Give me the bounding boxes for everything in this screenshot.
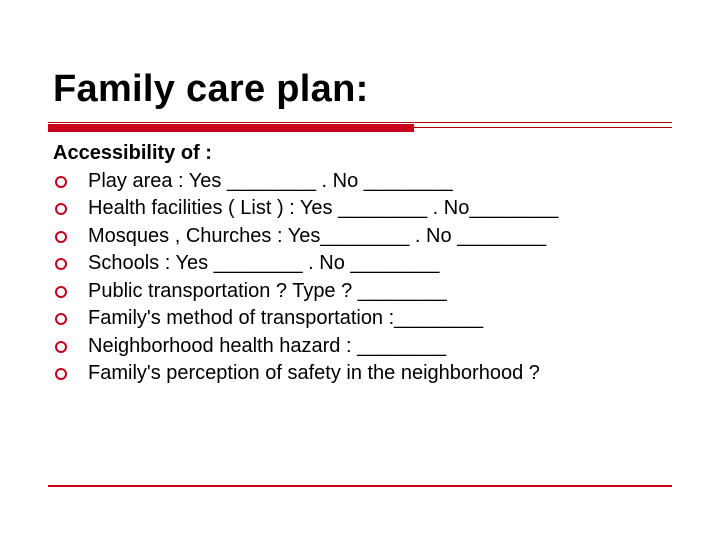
hollow-circle-bullet-icon (55, 176, 67, 188)
hollow-circle-bullet-icon (55, 203, 67, 215)
title-divider-accent (48, 124, 414, 132)
hollow-circle-bullet-icon (55, 341, 67, 353)
list-item (53, 360, 693, 388)
list-item (53, 333, 693, 361)
hollow-circle-bullet-icon (55, 368, 67, 380)
list-item-text: Public transportation ? Type ? ________ (88, 279, 447, 302)
list-item-text: Family's perception of safety in the neighborhood ? (88, 362, 540, 384)
list-item (53, 305, 693, 333)
list-item (53, 223, 693, 251)
list-item-text: Family's method of transportation :________ (88, 307, 484, 329)
hollow-circle-bullet-icon (55, 286, 67, 298)
title-divider-thin (48, 122, 672, 123)
list-item (53, 250, 693, 278)
list-item (53, 195, 693, 223)
hollow-circle-bullet-icon (55, 258, 67, 270)
list-item (53, 168, 693, 196)
slide-title: Family care plan: (53, 68, 369, 110)
section-heading: Accessibility of : (53, 142, 212, 164)
checklist (53, 168, 693, 388)
list-item-text: Mosques , Churches : Yes________ . No ________ (88, 224, 547, 247)
list-item-text: Play area : Yes ________ . No ________ (88, 169, 453, 192)
slide-body (53, 140, 693, 388)
list-item-text: Schools : Yes ________ . No ________ (88, 252, 440, 274)
title-divider-thin-right (414, 127, 672, 128)
list-item-text: Health facilities ( List ) : Yes ________ . No________ (88, 197, 559, 219)
list-item-text: Neighborhood health hazard : ________ (88, 334, 447, 357)
list-item (53, 278, 693, 306)
hollow-circle-bullet-icon (55, 231, 67, 243)
hollow-circle-bullet-icon (55, 313, 67, 325)
footer-divider (48, 485, 672, 487)
